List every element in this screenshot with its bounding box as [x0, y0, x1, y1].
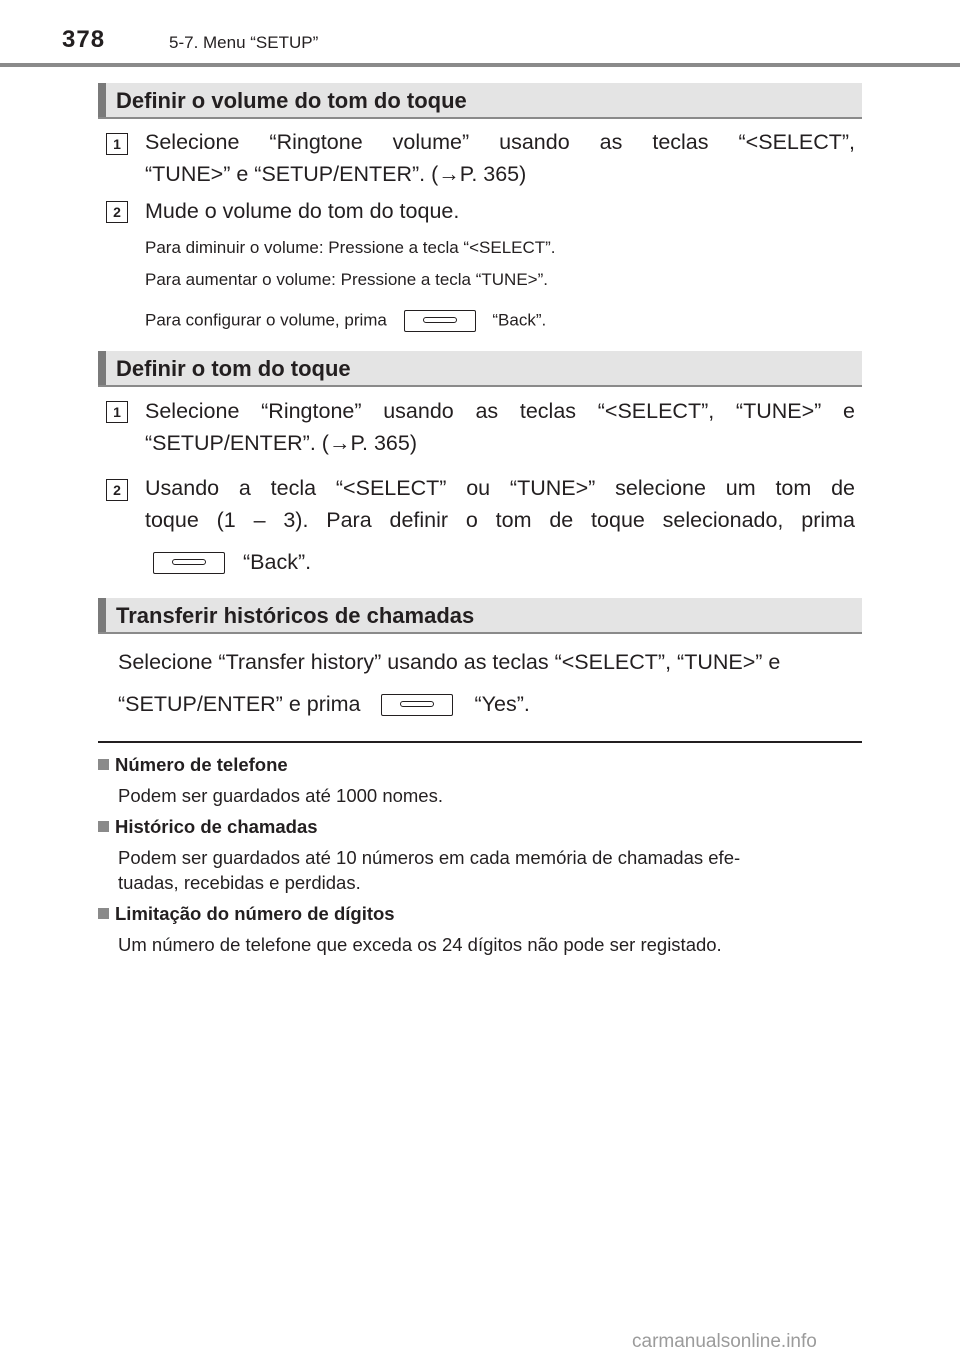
info-text-line: tuadas, recebidas e perdidas.: [118, 872, 361, 893]
info-text: Podem ser guardados até 1000 nomes.: [118, 785, 443, 806]
square-bullet-icon: [98, 759, 109, 770]
page-number: 378: [62, 26, 106, 53]
info-heading-text: Histórico de chamadas: [115, 816, 318, 837]
step-text-line: toque (1 – 3). Para definir o tom de toque selecionado, prima: [145, 508, 855, 532]
body-text-line-confirm: [118, 688, 855, 720]
section-title: Definir o volume do tom do toque: [116, 88, 467, 113]
watermark: carmanualsonline.info: [632, 1331, 817, 1352]
confirm-suffix: “Yes”.: [474, 692, 530, 716]
phone-button-icon: [381, 694, 453, 716]
section-heading-ringtone-volume: [98, 83, 862, 119]
square-bullet-icon: [98, 821, 109, 832]
step-number: 2: [106, 201, 128, 223]
info-heading: [98, 903, 395, 925]
body-text-line: Selecione “Transfer history” usando as teclas “<SELECT”, “TUNE>” e: [118, 650, 781, 674]
step-note-confirm: [145, 310, 546, 332]
step-text: [145, 395, 855, 459]
info-text-line: Podem ser guardados até 10 números em cada memória de chamadas efe-: [118, 847, 741, 868]
section-accent: [98, 598, 106, 632]
confirm-prefix: Para configurar o volume, prima: [145, 310, 387, 330]
step-text-line: “SETUP/ENTER”. (→P. 365): [145, 431, 417, 455]
step-text-line: Selecione “Ringtone” usando as teclas “<SELECT”, “TUNE>” e: [145, 399, 855, 423]
info-heading-text: Número de telefone: [115, 754, 288, 775]
chapter-title: 5-7. Menu “SETUP”: [169, 33, 319, 52]
header-rule: [0, 63, 960, 67]
step-number: 1: [106, 133, 128, 155]
info-text: Um número de telefone que exceda os 24 dígitos não pode ser registado.: [118, 934, 722, 955]
page-header: [0, 0, 960, 68]
step-note: Para aumentar o volume: Pressione a tecla “TUNE>”.: [145, 270, 548, 289]
info-heading-text: Limitação do número de dígitos: [115, 903, 395, 924]
step-text: Mude o volume do tom do toque.: [145, 199, 460, 223]
info-divider: [98, 741, 862, 743]
info-text: [118, 845, 855, 895]
phone-button-icon: [153, 552, 225, 574]
step-text-line: “TUNE>” e “SETUP/ENTER”. (→P. 365): [145, 162, 527, 186]
square-bullet-icon: [98, 908, 109, 919]
section-body: [118, 646, 855, 720]
section-heading-ringtone: [98, 351, 862, 387]
step-number: 1: [106, 401, 128, 423]
confirm-suffix: “Back”.: [492, 310, 547, 330]
info-heading: [98, 816, 318, 838]
step-number: 2: [106, 479, 128, 501]
step-text-line: Usando a tecla “<SELECT” ou “TUNE>” selecione um tom de: [145, 476, 855, 500]
confirm-prefix: “SETUP/ENTER” e prima: [118, 692, 361, 716]
confirm-suffix: “Back”.: [242, 550, 312, 574]
section-accent: [98, 83, 106, 117]
section-title: Definir o tom do toque: [116, 356, 351, 381]
step-text-line: Selecione “Ringtone volume” usando as teclas “<SELECT”,: [145, 130, 855, 154]
step-confirm: [145, 546, 855, 578]
section-accent: [98, 351, 106, 385]
info-heading: [98, 754, 288, 776]
step-text: [145, 472, 855, 578]
section-title: Transferir históricos de chamadas: [116, 603, 475, 628]
phone-button-icon: [404, 310, 476, 332]
step-note: Para diminuir o volume: Pressione a tecla “<SELECT”.: [145, 238, 556, 257]
section-heading-transfer-history: [98, 598, 862, 634]
step-text: [145, 126, 855, 190]
